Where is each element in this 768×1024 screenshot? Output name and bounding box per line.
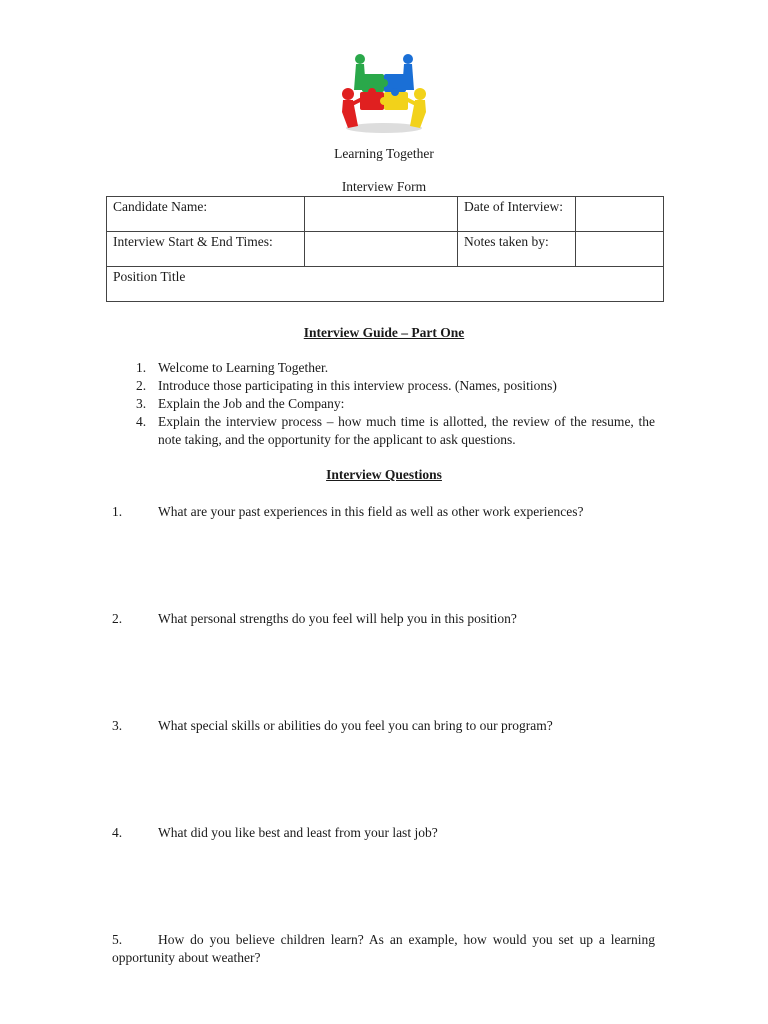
notes-taken-by-field[interactable]: [576, 232, 664, 267]
question-text: What special skills or abilities do you feel you can bring to our program?: [158, 718, 553, 733]
question-number: 2.: [112, 611, 123, 626]
list-item-number: 1.: [136, 360, 147, 375]
list-item-text: Explain the interview process – how much time is allotted, the review of the resume, the note taking, and the opportunity for the applicant to ask questions.: [158, 414, 655, 447]
question-item: [112, 610, 655, 628]
organization-name: Learning Together: [334, 146, 434, 161]
list-item: [112, 395, 655, 413]
question-number: 3.: [112, 718, 123, 733]
question-number: 1.: [112, 504, 123, 519]
list-item: [112, 413, 655, 449]
interview-guide-list: [112, 359, 655, 449]
list-item-number: 3.: [136, 396, 147, 411]
list-item-number: 2.: [136, 378, 147, 393]
interview-questions-heading: Interview Questions: [326, 467, 442, 482]
date-of-interview-label: Date of Interview:: [458, 197, 576, 232]
position-title-label: Position Title: [113, 269, 186, 284]
form-title: Interview Form: [341, 179, 427, 194]
interview-guide-heading: Interview Guide – Part One: [303, 325, 465, 340]
puzzle-team-logo-icon: [334, 50, 434, 134]
question-number: 5.: [112, 932, 123, 947]
candidate-name-field[interactable]: [305, 197, 458, 232]
list-item-text: Introduce those participating in this interview process. (Names, positions): [158, 378, 557, 393]
list-item-number: 4.: [136, 414, 147, 429]
question-text: What personal strengths do you feel will help you in this position?: [158, 611, 517, 626]
position-title-cell[interactable]: [107, 267, 664, 302]
question-item: [112, 824, 655, 842]
interview-times-field[interactable]: [305, 232, 458, 267]
list-item-text: Welcome to Learning Together.: [158, 360, 329, 375]
question-text: What are your past experiences in this field as well as other work experiences?: [158, 504, 584, 519]
list-item-text: Explain the Job and the Company:: [158, 396, 345, 411]
candidate-info-table: [106, 196, 664, 302]
question-number: 4.: [112, 825, 123, 840]
date-of-interview-field[interactable]: [576, 197, 664, 232]
question-text: How do you believe children learn? As an example, how would you set up a learning opportunity about weather?: [112, 932, 655, 965]
notes-taken-by-label: Notes taken by:: [458, 232, 576, 267]
candidate-name-label: Candidate Name:: [107, 197, 305, 232]
question-text: What did you like best and least from your last job?: [158, 825, 438, 840]
question-item: [112, 503, 655, 521]
question-item: [112, 717, 655, 735]
question-item: [112, 931, 655, 967]
interview-times-label: Interview Start & End Times:: [107, 232, 305, 267]
list-item: [112, 377, 655, 395]
list-item: [112, 359, 655, 377]
